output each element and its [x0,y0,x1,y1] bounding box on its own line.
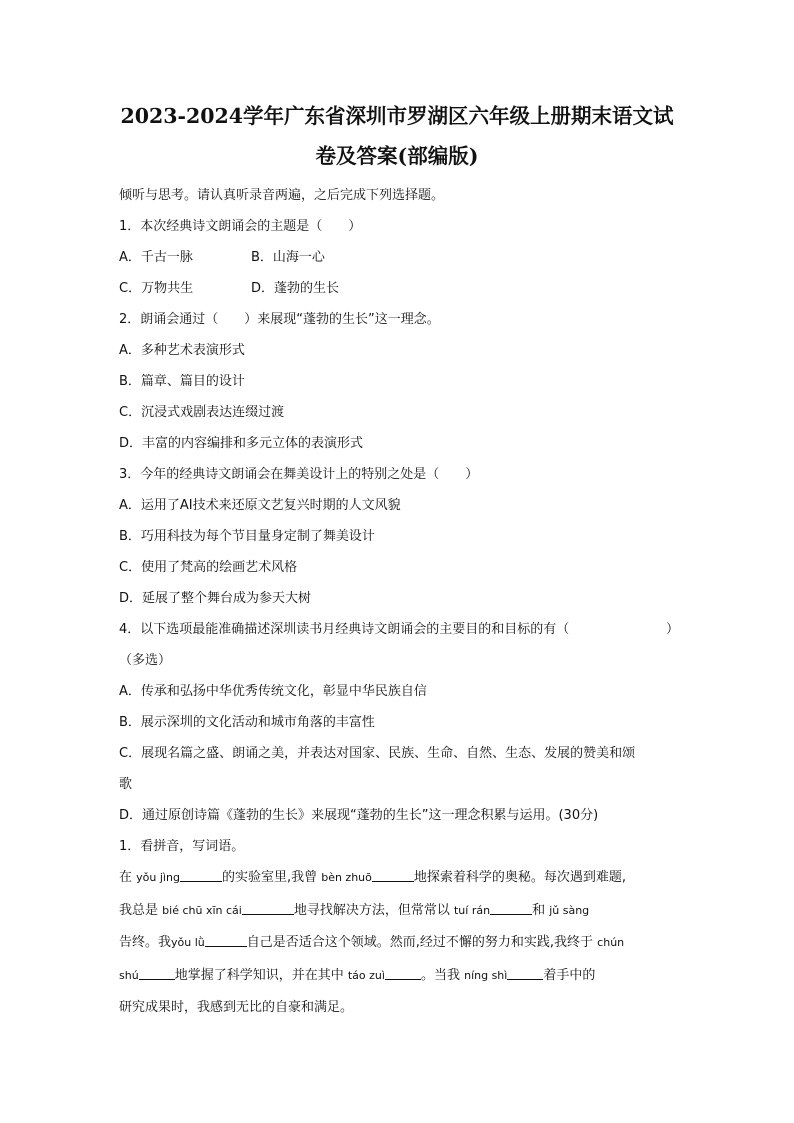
question-4-note: （多选） [119,653,172,668]
passage-line-5: 研究成果时，我感到无比的自豪和满足。 [119,1000,354,1015]
question-1-stem: 1．本次经典诗文朗诵会的主题是（ ） [119,219,362,234]
passage-text: 我总是 [119,902,159,918]
question-2-stem: 2．朗诵会通过（ ）来展现“蓬勃的生长”这一理念。 [119,312,440,327]
pinyin-prompt: tuí rán [453,903,491,917]
question-2-option-d: D．丰富的内容编排和多元立体的表演形式 [119,436,364,451]
passage-line-2 [119,895,679,928]
answer-blank[interactable] [507,967,543,980]
question-2-option-a: A．多种艺术表演形式 [119,343,245,358]
question-4-stem-line [119,614,679,645]
passage-text: 自己是否适合这个领域。然而,经过不懈的努力和实践,我终于 [246,935,594,950]
passage-text: 地掌握了科学知识，并在其中 [174,967,344,983]
question-4-stem: 4．以下选项最能准确描述深圳读书月经典诗文朗诵会的主要目的和目标的有（ [119,622,570,637]
pinyin-prompt: bèn zhuō [321,871,372,884]
question-4-option-c-line-2: 歌 [119,777,133,792]
passage-text: 在 [119,870,133,885]
passage-text: 地探索着科学的奥秘。每次遇到难题, [413,870,627,885]
question-2-option-b: B．篇章、篇目的设计 [119,374,245,389]
passage-text: 着手中的 [543,967,596,983]
question-1-options-ab [119,242,679,273]
question-1-option-a: A．千古一脉 [119,250,193,265]
passage-line-3 [119,927,679,960]
pinyin-prompt: jǔ sàng [549,903,590,917]
question-3-option-c: C．使用了梵高的绘画艺术风格 [119,560,298,575]
question-3-stem: 3．今年的经典诗文朗诵会在舞美设计上的特别之处是（ ） [119,467,479,482]
document-body [119,180,679,1025]
passage-line-1 [119,862,679,895]
answer-blank[interactable] [385,967,421,980]
question-1-options-cd [119,273,679,304]
answer-blank[interactable] [205,934,247,947]
pinyin-prompt: táo zuì [347,968,385,982]
question-1-option-c: C．万物共生 [119,281,194,296]
question-4-stem-close: ） [665,622,679,637]
answer-blank[interactable] [139,967,175,980]
answer-blank[interactable] [242,902,294,915]
document-title-line-1: 2023-2024学年广东省深圳市罗湖区六年级上册期末语文试 [120,104,674,128]
answer-blank[interactable] [490,902,532,915]
passage-text: 的实验室里,我曾 [221,870,318,885]
question-4-option-c-line-1: C．展现名篇之盛、朗诵之美，并表达对国家、民族、生命、自然、生态、发展的赞美和颂 [119,746,636,761]
question-4-option-a: A．传承和弘扬中华优秀传统文化，彰显中华民族自信 [119,684,427,699]
passage-text: 。当我 [420,967,460,983]
question-4-option-d: D．通过原创诗篇《蓬勃的生长》来展现“蓬勃的生长”这一理念积累与运用。(30分) [119,808,599,823]
listening-instructions: 倾听与思考。请认真听录音两遍，之后完成下列选择题。 [119,188,445,203]
question-1-option-d: D．蓬勃的生长 [251,281,340,296]
answer-blank[interactable] [372,869,414,882]
question-2-option-c: C．沉浸式戏剧表达连缀过渡 [119,405,285,420]
passage-text: 和 [532,902,546,918]
pinyin-prompt: níng shì [464,968,508,982]
question-3-option-d: D．延展了整个舞台成为参天大树 [119,591,312,606]
passage-line-4 [119,960,679,993]
document-title-line-2: 卷及答案(部编版) [315,144,479,168]
question-1-option-b: B．山海一心 [251,250,325,265]
answer-blank[interactable] [180,869,222,882]
pinyin-prompt: shú [119,968,139,982]
passage-text: 地寻找解决方法，但常常以 [293,902,450,918]
pinyin-prompt: yǒu jìng [136,871,180,884]
section-heading-pinyin: 1．看拼音，写词语。 [119,839,245,854]
question-4-option-b: B．展示深圳的文化活动和城市角落的丰富性 [119,715,375,730]
pinyin-prompt: yǒu lǜ [171,936,205,949]
pinyin-prompt: bié chū xīn cái [162,903,242,917]
question-3-option-a: A．运用了AI技术来还原文艺复兴时期的人文风貌 [119,498,401,513]
question-3-option-b: B．巧用科技为每个节目量身定制了舞美设计 [119,529,375,544]
passage-text: 告终。我 [119,935,172,950]
pinyin-prompt: chún [597,936,625,949]
